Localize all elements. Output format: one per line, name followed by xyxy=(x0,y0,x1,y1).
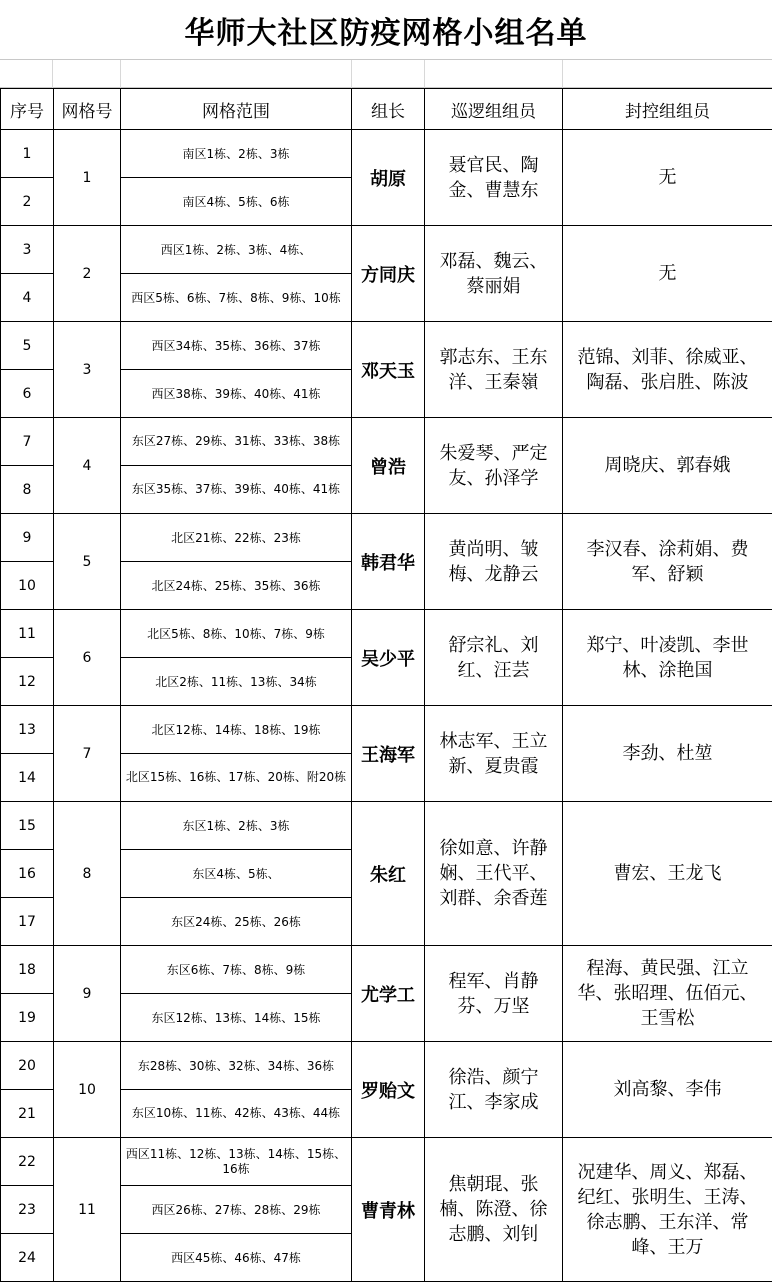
cell-grid-no: 7 xyxy=(54,706,121,802)
cell-grid-range: 北区21栋、22栋、23栋 xyxy=(121,514,352,562)
cell-grid-range: 北区24栋、25栋、35栋、36栋 xyxy=(121,562,352,610)
cell-seq: 3 xyxy=(1,226,54,274)
cell-leader: 邓天玉 xyxy=(352,322,425,418)
cell-seq: 9 xyxy=(1,514,54,562)
cell-patrol-members: 舒宗礼、刘红、汪芸 xyxy=(425,610,563,706)
cell-grid-range: 西区1栋、2栋、3栋、4栋、 xyxy=(121,226,352,274)
cell-seq: 16 xyxy=(1,850,54,898)
cell-grid-range: 东区27栋、29栋、31栋、33栋、38栋 xyxy=(121,418,352,466)
cell-leader: 胡原 xyxy=(352,130,425,226)
cell-leader: 吴少平 xyxy=(352,610,425,706)
cell-patrol-members: 徐浩、颜宁江、李家成 xyxy=(425,1042,563,1138)
cell-grid-range: 西区11栋、12栋、13栋、14栋、15栋、16栋 xyxy=(121,1138,352,1186)
cell-seq: 17 xyxy=(1,898,54,946)
cell-control-members: 刘高黎、李伟 xyxy=(563,1042,772,1138)
table-row xyxy=(1,946,772,994)
cell-grid-range: 西区45栋、46栋、47栋 xyxy=(121,1234,352,1282)
header-grid-range: 网格范围 xyxy=(121,89,352,130)
cell-patrol-members: 林志军、王立新、夏贵霞 xyxy=(425,706,563,802)
cell-seq: 15 xyxy=(1,802,54,850)
cell-seq: 12 xyxy=(1,658,54,706)
table-row xyxy=(1,1138,772,1186)
cell-patrol-members: 徐如意、许静娴、王代平、刘群、余香莲 xyxy=(425,802,563,946)
table-row xyxy=(1,226,772,274)
cell-grid-no: 5 xyxy=(54,514,121,610)
table-row xyxy=(1,130,772,178)
cell-grid-range: 西区38栋、39栋、40栋、41栋 xyxy=(121,370,352,418)
cell-grid-range: 东区6栋、7栋、8栋、9栋 xyxy=(121,946,352,994)
cell-grid-range: 东区10栋、11栋、42栋、43栋、44栋 xyxy=(121,1090,352,1138)
cell-leader: 方同庆 xyxy=(352,226,425,322)
cell-seq: 14 xyxy=(1,754,54,802)
cell-grid-range: 东区4栋、5栋、 xyxy=(121,850,352,898)
cell-seq: 7 xyxy=(1,418,54,466)
table-row xyxy=(1,706,772,754)
cell-patrol-members: 聂官民、陶金、曹慧东 xyxy=(425,130,563,226)
cell-leader: 罗贻文 xyxy=(352,1042,425,1138)
cell-seq: 2 xyxy=(1,178,54,226)
cell-seq: 11 xyxy=(1,610,54,658)
cell-seq: 24 xyxy=(1,1234,54,1282)
cell-seq: 4 xyxy=(1,274,54,322)
header-seq: 序号 xyxy=(1,89,54,130)
cell-seq: 21 xyxy=(1,1090,54,1138)
page-title: 华师大社区防疫网格小组名单 xyxy=(184,15,588,51)
cell-grid-no: 9 xyxy=(54,946,121,1042)
cell-seq: 8 xyxy=(1,466,54,514)
table-row xyxy=(1,610,772,658)
cell-seq: 18 xyxy=(1,946,54,994)
cell-seq: 20 xyxy=(1,1042,54,1090)
cell-grid-no: 3 xyxy=(54,322,121,418)
table-row xyxy=(1,1042,772,1090)
cell-grid-range: 北区12栋、14栋、18栋、19栋 xyxy=(121,706,352,754)
cell-seq: 23 xyxy=(1,1186,54,1234)
cell-leader: 朱红 xyxy=(352,802,425,946)
cell-control-members: 无 xyxy=(563,226,772,322)
cell-seq: 13 xyxy=(1,706,54,754)
cell-grid-no: 4 xyxy=(54,418,121,514)
cell-control-members: 周晓庆、郭春娥 xyxy=(563,418,772,514)
cell-leader: 王海军 xyxy=(352,706,425,802)
cell-leader: 曹青林 xyxy=(352,1138,425,1282)
table-row xyxy=(1,322,772,370)
cell-grid-range: 东区12栋、13栋、14栋、15栋 xyxy=(121,994,352,1042)
cell-grid-no: 8 xyxy=(54,802,121,946)
cell-leader: 韩君华 xyxy=(352,514,425,610)
cell-grid-range: 东28栋、30栋、32栋、34栋、36栋 xyxy=(121,1042,352,1090)
cell-patrol-members: 程军、肖静芬、万坚 xyxy=(425,946,563,1042)
cell-patrol-members: 焦朝琨、张楠、陈澄、徐志鹏、刘钊 xyxy=(425,1138,563,1282)
cell-grid-no: 1 xyxy=(54,130,121,226)
cell-grid-range: 北区15栋、16栋、17栋、20栋、附20栋 xyxy=(121,754,352,802)
title-row xyxy=(0,0,772,60)
cell-leader: 曾浩 xyxy=(352,418,425,514)
cell-grid-range: 北区5栋、8栋、10栋、7栋、9栋 xyxy=(121,610,352,658)
table-body xyxy=(1,130,772,1282)
header-grid-no: 网格号 xyxy=(54,89,121,130)
cell-control-members: 曹宏、王龙飞 xyxy=(563,802,772,946)
cell-patrol-members: 朱爱琴、严定友、孙泽学 xyxy=(425,418,563,514)
cell-control-members: 范锦、刘菲、徐威亚、陶磊、张启胜、陈波 xyxy=(563,322,772,418)
cell-grid-no: 6 xyxy=(54,610,121,706)
cell-grid-range: 东区24栋、25栋、26栋 xyxy=(121,898,352,946)
cell-seq: 22 xyxy=(1,1138,54,1186)
cell-patrol-members: 邓磊、魏云、蔡丽娟 xyxy=(425,226,563,322)
cell-seq: 1 xyxy=(1,130,54,178)
header-patrol: 巡逻组组员 xyxy=(425,89,563,130)
grid-table xyxy=(0,88,772,1282)
cell-patrol-members: 黄尚明、皱梅、龙静云 xyxy=(425,514,563,610)
cell-grid-no: 11 xyxy=(54,1138,121,1282)
table-row xyxy=(1,802,772,850)
cell-patrol-members: 郭志东、王东洋、王秦嶺 xyxy=(425,322,563,418)
cell-grid-range: 南区4栋、5栋、6栋 xyxy=(121,178,352,226)
cell-control-members: 李汉春、涂莉娟、费军、舒颖 xyxy=(563,514,772,610)
cell-grid-range: 北区2栋、11栋、13栋、34栋 xyxy=(121,658,352,706)
cell-grid-range: 西区34栋、35栋、36栋、37栋 xyxy=(121,322,352,370)
cell-control-members: 郑宁、叶凌凯、李世林、涂艳国 xyxy=(563,610,772,706)
cell-grid-range: 西区26栋、27栋、28栋、29栋 xyxy=(121,1186,352,1234)
cell-grid-no: 10 xyxy=(54,1042,121,1138)
cell-grid-no: 2 xyxy=(54,226,121,322)
cell-grid-range: 东区35栋、37栋、39栋、40栋、41栋 xyxy=(121,466,352,514)
table-row xyxy=(1,418,772,466)
header-leader: 组长 xyxy=(352,89,425,130)
cell-grid-range: 东区1栋、2栋、3栋 xyxy=(121,802,352,850)
table-row xyxy=(1,514,772,562)
header-control: 封控组组员 xyxy=(563,89,772,130)
cell-seq: 10 xyxy=(1,562,54,610)
cell-grid-range: 南区1栋、2栋、3栋 xyxy=(121,130,352,178)
cell-control-members: 无 xyxy=(563,130,772,226)
blank-row xyxy=(0,60,772,88)
cell-control-members: 况建华、周义、郑磊、纪红、张明生、王涛、徐志鹏、王东洋、常峰、王万 xyxy=(563,1138,772,1282)
cell-control-members: 李劲、杜堃 xyxy=(563,706,772,802)
cell-seq: 19 xyxy=(1,994,54,1042)
cell-seq: 5 xyxy=(1,322,54,370)
cell-seq: 6 xyxy=(1,370,54,418)
cell-leader: 尤学工 xyxy=(352,946,425,1042)
cell-grid-range: 西区5栋、6栋、7栋、8栋、9栋、10栋 xyxy=(121,274,352,322)
cell-control-members: 程海、黄民强、江立华、张昭理、伍佰元、王雪松 xyxy=(563,946,772,1042)
